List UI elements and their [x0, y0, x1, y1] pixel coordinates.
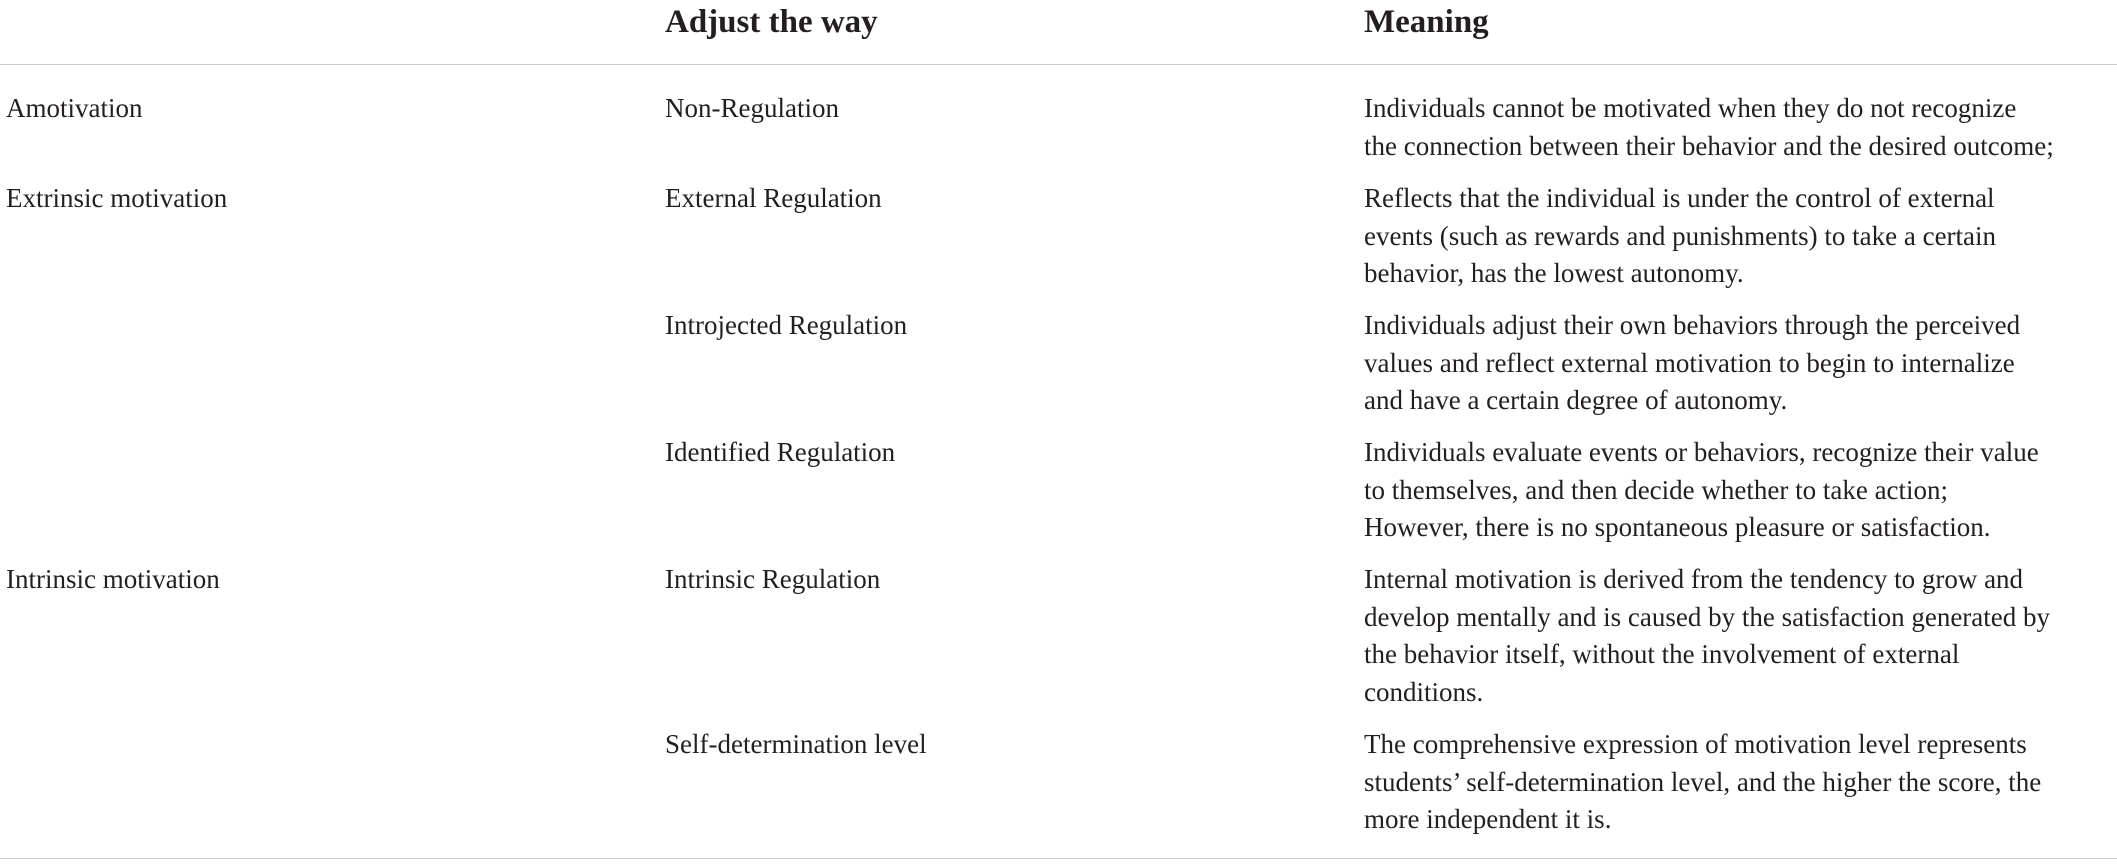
meaning-line: The comprehensive expression of motivation level represents [1364, 729, 2027, 759]
table-row [0, 307, 2117, 422]
meaning-cell [1364, 434, 2114, 547]
meaning-cell [1364, 726, 2114, 839]
adjust-cell: Identified Regulation [665, 437, 896, 467]
meaning-cell [1364, 90, 2114, 165]
table-row [0, 561, 2117, 711]
meaning-line: conditions. [1364, 676, 1484, 707]
meaning-cell [1364, 561, 2114, 711]
category-cell: Extrinsic motivation [6, 183, 228, 213]
meaning-line: Individuals adjust their own behaviors through the perceived [1364, 310, 2021, 340]
meaning-line: the behavior itself, without the involvement of external [1364, 639, 1960, 669]
meaning-line: events (such as rewards and punishments) to take a certain [1364, 220, 1997, 251]
meaning-line: develop mentally and is caused by the satisfaction generated by [1364, 601, 2051, 632]
meaning-line: However, there is no spontaneous pleasure or satisfaction. [1364, 512, 1991, 542]
meaning-line: values and reflect external motivation to begin to internalize [1364, 347, 2015, 378]
adjust-cell: Introjected Regulation [665, 310, 908, 340]
header-meaning: Meaning [1364, 4, 1489, 40]
meaning-cell [1364, 307, 2114, 420]
meaning-line: the connection between their behavior and the desired outcome; [1364, 130, 2054, 161]
header-adjust-the-way: Adjust the way [665, 4, 878, 40]
adjust-cell: Self-determination level [665, 729, 927, 759]
meaning-line: and have a certain degree of autonomy. [1364, 385, 1788, 415]
meaning-line: to themselves, and then decide whether to take action; [1364, 474, 1949, 505]
meaning-line: Reflects that the individual is under the control of external [1364, 183, 1995, 213]
table-row [0, 726, 2117, 841]
category-cell: Amotivation [6, 93, 143, 123]
table-row [0, 90, 2117, 170]
table-bottom-rule [0, 858, 2117, 859]
adjust-cell: External Regulation [665, 183, 882, 213]
adjust-cell: Intrinsic Regulation [665, 564, 881, 594]
adjust-cell: Non-Regulation [665, 93, 839, 123]
meaning-cell [1364, 180, 2114, 293]
meaning-line: behavior, has the lowest autonomy. [1364, 258, 1744, 288]
table-row [0, 180, 2117, 295]
meaning-line: Individuals cannot be motivated when they do not recognize [1364, 93, 2017, 123]
meaning-line: Internal motivation is derived from the tendency to grow and [1364, 564, 2024, 594]
table-row [0, 434, 2117, 549]
category-cell: Intrinsic motivation [6, 564, 220, 594]
meaning-line: students’ self-determination level, and the higher the score, the [1364, 766, 2042, 797]
table-header [0, 0, 2117, 65]
meaning-line: Individuals evaluate events or behaviors, recognize their value [1364, 437, 2039, 467]
meaning-line: more independent it is. [1364, 804, 1612, 834]
